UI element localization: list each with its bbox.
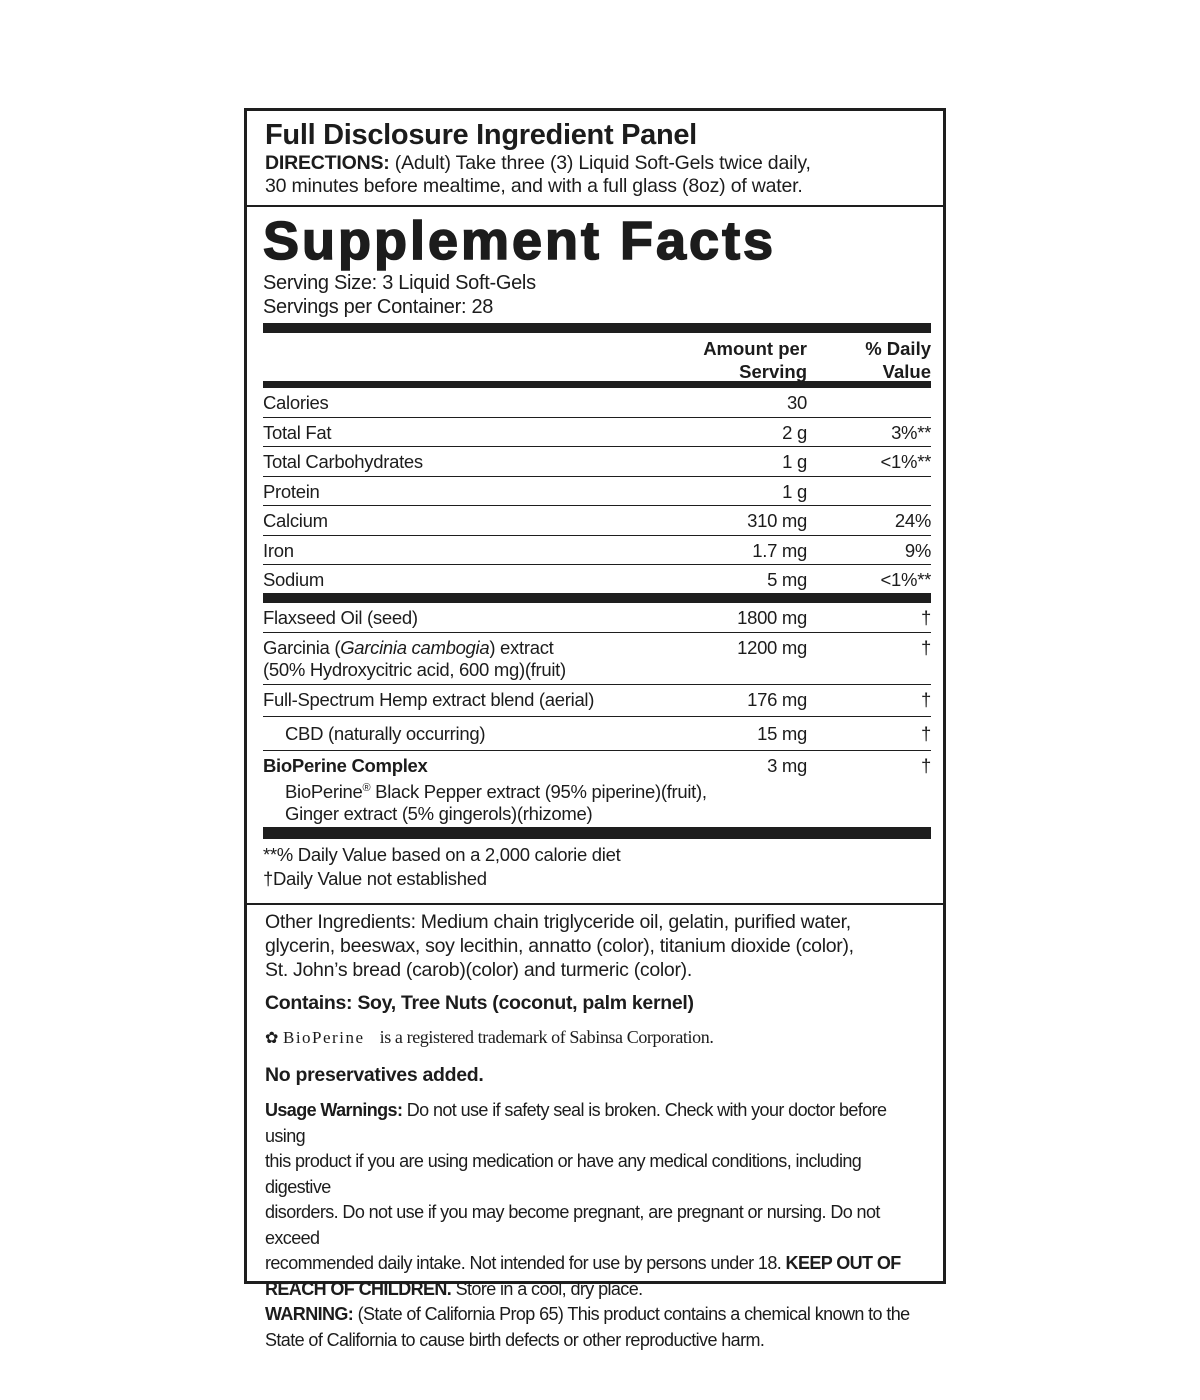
panel-title: Full Disclosure Ingredient Panel bbox=[265, 119, 697, 151]
garcinia-suffix: ) extract bbox=[489, 637, 554, 658]
ingredient-name: Flaxseed Oil (seed) bbox=[263, 607, 418, 628]
other-line2: glycerin, beeswax, soy lecithin, annatto (color), titanium dioxide (color), bbox=[265, 935, 854, 957]
nutrient-dv: <1%** bbox=[880, 451, 931, 472]
ingredient-amount: 15 mg bbox=[757, 723, 807, 744]
table-row bbox=[263, 447, 931, 477]
ingredient-name: Full-Spectrum Hemp extract blend (aerial) bbox=[263, 689, 595, 710]
ingredient-table bbox=[263, 603, 931, 827]
nutrient-amount: 1 g bbox=[782, 480, 807, 502]
ingredient-panel bbox=[244, 108, 946, 1350]
table-row bbox=[263, 418, 931, 448]
bioperine-name: BioPerine Complex bbox=[263, 755, 428, 776]
col-dv-line1: % Daily bbox=[865, 338, 931, 359]
ingredient-amount: 3 mg bbox=[767, 755, 807, 776]
nutrient-name: Sodium bbox=[263, 569, 324, 590]
directions-line1: (Adult) Take three (3) Liquid Soft-Gels twice daily, bbox=[394, 152, 811, 174]
bioperine-line2 bbox=[263, 781, 707, 802]
warning-label: WARNING: bbox=[265, 1304, 354, 1324]
nutrient-name: Calories bbox=[263, 392, 329, 413]
ingredient-name bbox=[263, 751, 931, 825]
ingredient-amount: 176 mg bbox=[747, 689, 807, 710]
ingredient-dv: † bbox=[921, 755, 931, 776]
footnotes bbox=[263, 839, 931, 891]
keep-out-label: KEEP OUT OF bbox=[785, 1253, 901, 1273]
footnote-daily-value: **% Daily Value based on a 2,000 calorie diet bbox=[263, 844, 621, 865]
nutrient-dv: <1%** bbox=[880, 569, 931, 590]
other-ingredients bbox=[265, 910, 929, 982]
reach-children-label: REACH OF CHILDREN. bbox=[265, 1278, 452, 1299]
directions bbox=[265, 152, 943, 198]
section-divider bbox=[247, 903, 943, 905]
table-row bbox=[263, 603, 931, 633]
directions-line2: 30 minutes before mealtime, and with a full glass (8oz) of water. bbox=[265, 175, 803, 197]
ingredient-amount: 1200 mg bbox=[737, 637, 807, 658]
nutrient-name: Calcium bbox=[263, 510, 328, 531]
col-amount bbox=[703, 337, 807, 383]
table-row bbox=[263, 633, 931, 685]
allergen-statement: Contains: Soy, Tree Nuts (coconut, palm kernel) bbox=[265, 992, 694, 1014]
column-header bbox=[263, 333, 931, 381]
servings-per-container: Servings per Container: 28 bbox=[263, 296, 494, 318]
other-line1: Other Ingredients: Medium chain triglyceride oil, gelatin, purified water, bbox=[265, 911, 851, 933]
table-row bbox=[263, 717, 931, 751]
ingredient-amount: 1800 mg bbox=[737, 607, 807, 628]
usage-line4: recommended daily intake. Not intended for use by persons under 18. bbox=[265, 1253, 786, 1273]
panel-header bbox=[247, 111, 943, 207]
usage-line3: disorders. Do not use if you may become pregnant, are pregnant or nursing. Do not exceed bbox=[265, 1202, 880, 1248]
thick-rule bbox=[263, 593, 931, 603]
footnote-not-established: †Daily Value not established bbox=[263, 868, 487, 889]
table-row bbox=[263, 536, 931, 566]
supplement-facts-title: Supplement Facts bbox=[263, 211, 777, 271]
warning-line1: (State of California Prop 65) This product contains a chemical known to the bbox=[353, 1304, 910, 1324]
nutrient-dv: 9% bbox=[904, 539, 931, 561]
nutrient-table bbox=[263, 388, 931, 593]
ingredient-dv: † bbox=[921, 689, 931, 710]
bioperine-brand: BioPerine bbox=[285, 781, 363, 803]
no-preservatives: No preservatives added. bbox=[265, 1064, 484, 1086]
garcinia-prefix: Garcinia ( bbox=[263, 637, 341, 658]
registered-mark: ® bbox=[362, 782, 371, 794]
directions-label: DIRECTIONS: bbox=[265, 152, 390, 174]
ingredient-name bbox=[263, 633, 931, 681]
col-daily-value bbox=[865, 337, 931, 383]
nutrient-amount: 2 g bbox=[782, 421, 807, 443]
usage-line1: Do not use if safety seal is broken. Check with your doctor before using bbox=[265, 1100, 887, 1146]
usage-label: Usage Warnings: bbox=[265, 1100, 403, 1120]
thick-rule bbox=[263, 827, 931, 839]
table-row bbox=[263, 751, 931, 827]
nutrient-name: Total Fat bbox=[263, 421, 332, 443]
nutrient-name: Protein bbox=[263, 480, 320, 502]
usage-line5: Store in a cool, dry place. bbox=[451, 1278, 643, 1299]
garcinia-latin: Garcinia cambogia bbox=[340, 637, 490, 658]
bioperine-line3: Ginger extract (5% gingerols)(rhizome) bbox=[285, 803, 593, 825]
table-row bbox=[263, 506, 931, 536]
ingredient-dv: † bbox=[921, 607, 931, 628]
usage-line2: this product if you are using medication or have any medical conditions, including digestive bbox=[265, 1151, 862, 1197]
bioperine-detail: Black Pepper extract (95% piperine)(fruit), bbox=[370, 781, 707, 803]
garcinia-detail: (50% Hydroxycitric acid, 600 mg)(fruit) bbox=[263, 659, 566, 680]
other-line3: St. John’s bread (carob)(color) and turmeric (color). bbox=[265, 959, 692, 981]
serving-size: Serving Size: 3 Liquid Soft-Gels bbox=[263, 272, 536, 294]
trademark-text: is a registered trademark of Sabinsa Corporation. bbox=[379, 1027, 714, 1047]
nutrient-amount: 30 bbox=[787, 392, 807, 413]
col-amount-line2: Serving bbox=[739, 361, 807, 382]
nutrient-dv: 3%** bbox=[891, 421, 931, 443]
ingredient-dv: † bbox=[921, 723, 931, 744]
table-row bbox=[263, 477, 931, 507]
table-row bbox=[263, 565, 931, 593]
table-row bbox=[263, 685, 931, 717]
trademark-line bbox=[265, 1025, 929, 1051]
usage-warnings bbox=[265, 1098, 929, 1353]
nutrient-amount: 310 mg bbox=[747, 510, 807, 531]
nutrient-amount: 1 g bbox=[782, 451, 807, 472]
nutrient-name: Iron bbox=[263, 539, 294, 561]
table-row bbox=[263, 388, 931, 418]
thick-rule bbox=[263, 323, 931, 333]
nutrient-dv: 24% bbox=[894, 510, 931, 531]
ingredient-dv: † bbox=[921, 637, 931, 658]
col-amount-line1: Amount per bbox=[703, 338, 807, 359]
warning-line2: State of California to cause birth defects or other reproductive harm. bbox=[265, 1329, 765, 1350]
leaf-icon: ✿ bbox=[265, 1030, 279, 1047]
bioperine-logo: BioPerine bbox=[283, 1028, 365, 1047]
thick-rule bbox=[263, 381, 931, 388]
supplement-facts bbox=[247, 211, 943, 891]
ingredient-name: CBD (naturally occurring) bbox=[285, 723, 486, 744]
col-dv-line2: Value bbox=[882, 361, 931, 382]
nutrient-amount: 1.7 mg bbox=[752, 539, 807, 561]
nutrient-name: Total Carbohydrates bbox=[263, 451, 423, 472]
nutrient-amount: 5 mg bbox=[767, 569, 807, 590]
